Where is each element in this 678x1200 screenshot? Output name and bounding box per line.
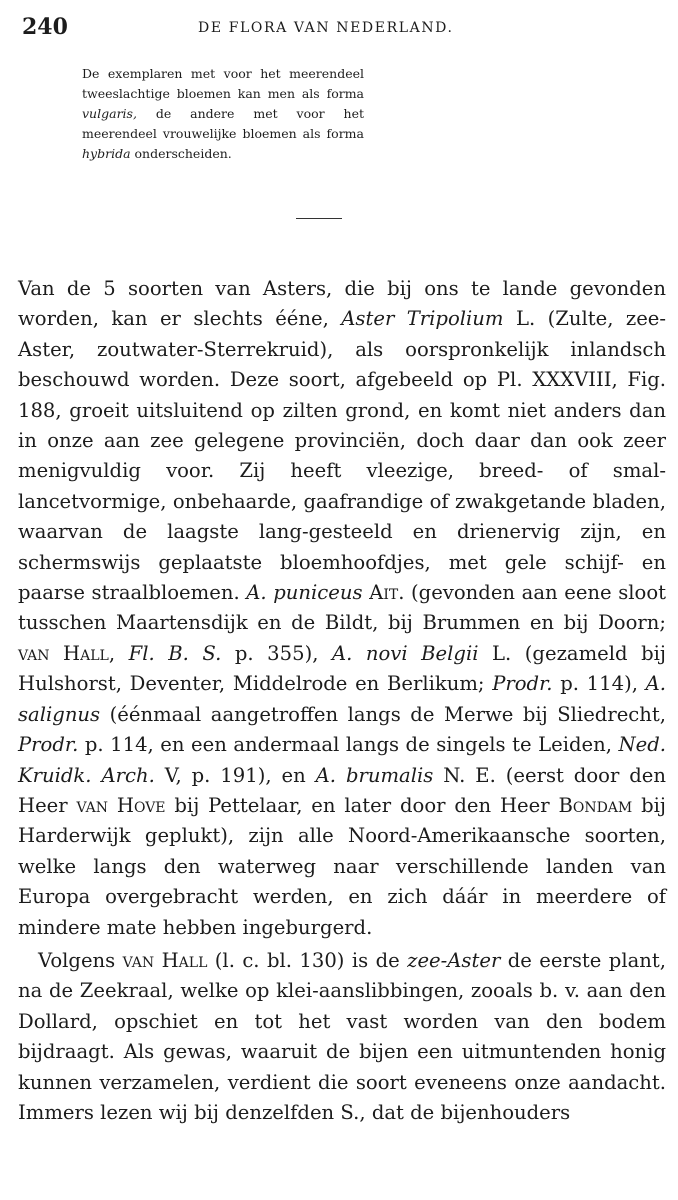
- page-number: 240: [22, 14, 68, 40]
- footnote-text-run: De exemplaren met voor het meerendeel tweeslachtige bloemen kan men als forma: [82, 66, 364, 101]
- text-run: bij Harderwijk geplukt), zijn alle Noord-Amerikaansche soorten, welke langs den waterweg naar verschillende landen van Europa overgebracht werden, en zich dáár in meerdere of mindere mate hebben ingeburgerd.: [18, 793, 666, 939]
- text-run: V, p. 191), en: [154, 763, 316, 787]
- text-run: L. (gezameld bij Hulshorst, Deventer, Middelrode en Berlikum;: [18, 641, 666, 696]
- author-name: van Hall,: [18, 641, 116, 665]
- citation: Prodr.: [18, 733, 79, 757]
- footnote-term-vulgaris: vulgaris,: [82, 106, 137, 121]
- author-name: van Hove: [76, 793, 166, 817]
- footnote-text-run: de andere met voor het meerendeel vrouwelijke bloemen als forma: [82, 106, 364, 141]
- text-run: [115, 642, 129, 665]
- text-run: Van de 5 soorten van Asters, die bij ons te lande gevonden worden, kan er slechts éénе,: [18, 277, 666, 331]
- text-run: Volgens: [38, 948, 123, 972]
- citation: Prodr.: [492, 672, 553, 696]
- page-header: [22, 14, 662, 44]
- body-text: [18, 274, 666, 1128]
- text-run: p. 114, en een andermaal langs de singels te Leiden,: [78, 733, 619, 757]
- text-run: N. E. (eerst door den Heer: [18, 763, 666, 817]
- species-name: A. salignus: [18, 672, 667, 726]
- footnote: [82, 64, 364, 164]
- footnote-text: [82, 64, 364, 164]
- text-run: (éénmaal aangetroffen langs de Merwe bij Sliedrecht,: [100, 702, 666, 726]
- text-run: L. (Zulte, zee-Aster, zoutwater-Sterrekruid), als oorspronkelijk inlandsch beschouwd worden. Deze soort, afgebeeld op Pl. XXXVIII, Fig. 188, groeit uitsluitend op zilten grond, en komt niet anders dan in onze aan zee gelegene provinciën, doch daar dan ook zeer menigvuldig voor. Zij heeft vleezige, breed- of smal-lancetvormige, onbehaarde, gaafrandige of zwakgetande bladen, waarvan de laagste lang-gesteeld en drienervig zijn, en schermswijs geplaatste bloemhoofdjes, met gele schijf- en paarse straalbloemen.: [18, 307, 667, 605]
- running-title: DE FLORA VAN NEDERLAND.: [198, 20, 454, 36]
- text-run: de eerste plant, na de Zeekraal, welke op klei-aanslibbingen, zooals b. v. aan den Dollard, opschiet en tot het vast worden van den bodem bijdraagt. Als gewas, waaruit de bijen een uitmuntenden honig kunnen verzamelen, verdient die soort eveneens onze aandacht. Immers lezen wij bij denzelfden S., dat de bijenhouders: [18, 948, 666, 1124]
- citation: Ned. Kruidk. Arch.: [18, 733, 666, 787]
- paragraph-zee-aster: [18, 946, 666, 1128]
- text-run: p. 355),: [221, 641, 332, 665]
- footnote-term-hybrida: hybrida: [82, 146, 131, 161]
- paragraph-asters: [18, 274, 666, 943]
- species-name: A. novi Belgii: [331, 641, 479, 665]
- text-run: bij Pettelaar, en later door den Heer: [165, 793, 559, 817]
- text-run: (gevonden aan eene sloot tusschen Maartensdijk en de Bildt, bij Brummen en bij Doorn;: [18, 581, 667, 635]
- species-name: zee-Aster: [407, 948, 501, 972]
- author-abbrev: Ait.: [369, 581, 405, 605]
- citation: Fl. B. S.: [128, 641, 222, 665]
- species-name: Aster Tripolium: [341, 307, 504, 331]
- species-name: A. puniceus: [246, 581, 363, 605]
- author-name: van Hall: [122, 948, 208, 972]
- section-divider: [296, 218, 342, 219]
- species-name: A. brumalis: [315, 763, 434, 787]
- text-run: p. 114),: [552, 672, 646, 696]
- text-run: (l. c. bl. 130) is de: [207, 948, 408, 972]
- footnote-text-run: onderscheiden.: [130, 146, 232, 161]
- author-name: Bondam: [558, 793, 633, 817]
